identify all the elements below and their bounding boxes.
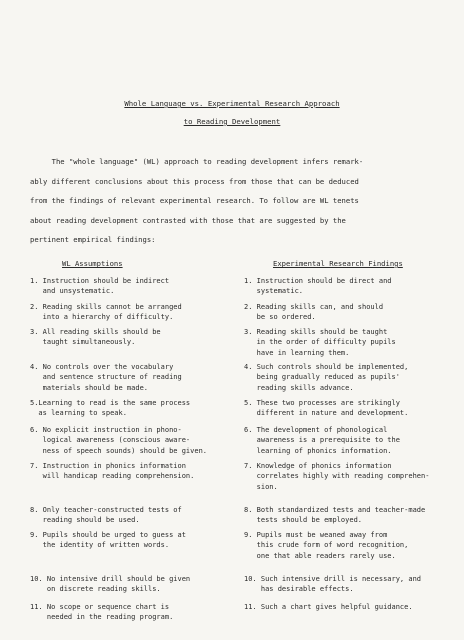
item-line: 2. Reading skills cannot be arranged bbox=[30, 303, 182, 311]
research-finding-item bbox=[244, 602, 464, 612]
item-line: 9. Pupils should be urged to guess at bbox=[30, 531, 186, 539]
item-line: logical awareness (conscious aware- bbox=[30, 436, 191, 445]
wl-assumption-item bbox=[30, 461, 245, 482]
wl-assumption-item bbox=[30, 425, 245, 456]
intro-line: pertinent empirical findings: bbox=[30, 235, 156, 245]
item-line: ness of speech sounds) should be given. bbox=[30, 446, 208, 455]
intro-line: The "whole language" (WL) approach to reading development infers remark- bbox=[30, 157, 364, 166]
item-line: 10. Such intensive drill is necessary, and bbox=[244, 575, 422, 583]
item-line: materials should be made. bbox=[30, 383, 149, 392]
item-line: tests should be employed. bbox=[244, 516, 363, 525]
research-finding-item bbox=[244, 398, 464, 419]
item-line: being gradually reduced as pupils' bbox=[244, 373, 400, 382]
item-line: 6. The development of phonological bbox=[244, 426, 388, 434]
item-line: 4. No controls over the vocabulary bbox=[30, 363, 174, 371]
item-line: reading should be used. bbox=[30, 516, 140, 525]
wl-assumptions-heading: WL Assumptions bbox=[62, 259, 123, 268]
item-line: 1. Instruction should be indirect bbox=[30, 277, 170, 285]
wl-assumption-item bbox=[30, 398, 245, 419]
item-line: have in learning them. bbox=[244, 348, 350, 357]
item-line: 5.Learning to read is the same process bbox=[30, 399, 191, 407]
item-line: 8. Both standardized tests and teacher-made bbox=[244, 506, 426, 514]
research-finding-item bbox=[244, 327, 464, 358]
item-line: will handicap reading comprehension. bbox=[30, 472, 195, 481]
item-line: 7. Instruction in phonics information bbox=[30, 462, 186, 470]
item-line: be so ordered. bbox=[244, 313, 316, 322]
item-line: correlates highly with reading comprehen- bbox=[244, 472, 430, 481]
item-line: 10. No intensive drill should be given bbox=[30, 575, 191, 583]
item-line: 2. Reading skills can, and should bbox=[244, 303, 384, 311]
item-line: 11. No scope or sequence chart is bbox=[30, 603, 170, 611]
item-line: this crude form of word recognition, bbox=[244, 541, 409, 550]
item-line: 11. Such a chart gives helpful guidance. bbox=[244, 603, 413, 611]
research-finding-item bbox=[244, 302, 464, 323]
item-line: 4. Such controls should be implemented, bbox=[244, 363, 409, 371]
item-line: 5. These two processes are strikingly bbox=[244, 399, 400, 407]
item-line: learning of phonics information. bbox=[244, 446, 392, 455]
item-line: 1. Instruction should be direct and bbox=[244, 277, 392, 285]
wl-assumption-item bbox=[30, 327, 245, 348]
item-line: reading skills advance. bbox=[244, 383, 354, 392]
item-line: 8. Only teacher-constructed tests of bbox=[30, 506, 182, 514]
wl-assumption-item bbox=[30, 530, 245, 551]
research-finding-item bbox=[244, 574, 464, 595]
research-finding-item bbox=[244, 530, 464, 561]
item-line: 7. Knowledge of phonics information bbox=[244, 462, 392, 470]
item-line: and unsystematic. bbox=[30, 287, 115, 296]
item-line: and sentence structure of reading bbox=[30, 373, 182, 382]
wl-assumption-item bbox=[30, 602, 245, 623]
document-subtitle: to Reading Development bbox=[183, 117, 281, 126]
item-line: in the order of difficulty pupils bbox=[244, 338, 396, 347]
research-finding-item bbox=[244, 425, 464, 456]
item-line: awareness is a prerequisite to the bbox=[244, 436, 400, 445]
intro-line: ably different conclusions about this process from those that can be deduced bbox=[30, 176, 359, 186]
wl-assumption-item bbox=[30, 505, 245, 526]
wl-assumption-item bbox=[30, 362, 245, 393]
intro-paragraph bbox=[30, 152, 450, 250]
intro-line: from the findings of relevant experimental research. To follow are WL tenets bbox=[30, 196, 359, 206]
item-line: into a hierarchy of difficulty. bbox=[30, 313, 174, 322]
item-line: the identity of written words. bbox=[30, 541, 170, 550]
item-line: 9. Pupils must be weaned away from bbox=[244, 531, 388, 539]
item-line: taught simultaneously. bbox=[30, 338, 136, 347]
wl-assumption-item bbox=[30, 574, 245, 595]
intro-line: about reading development contrasted with those that are suggested by the bbox=[30, 215, 346, 225]
item-line: sion. bbox=[244, 482, 278, 491]
research-finding-item bbox=[244, 276, 464, 297]
item-line: on discrete reading skills. bbox=[30, 585, 161, 594]
item-line: has desirable effects. bbox=[244, 585, 354, 594]
research-finding-item bbox=[244, 461, 464, 492]
document-title: Whole Language vs. Experimental Research Approach bbox=[124, 99, 340, 108]
item-line: as learning to speak. bbox=[30, 409, 127, 418]
item-line: 3. Reading skills should be taught bbox=[244, 328, 388, 336]
research-findings-heading: Experimental Research Findings bbox=[273, 259, 403, 268]
item-line: needed in the reading program. bbox=[30, 613, 174, 622]
research-finding-item bbox=[244, 362, 464, 393]
wl-assumption-item bbox=[30, 302, 245, 323]
item-line: 6. No explicit instruction in phono- bbox=[30, 426, 182, 434]
wl-assumption-item bbox=[30, 276, 245, 297]
item-line: systematic. bbox=[244, 287, 304, 296]
item-line: 3. All reading skills should be bbox=[30, 328, 161, 336]
research-finding-item bbox=[244, 505, 464, 526]
item-line: one that able readers rarely use. bbox=[244, 551, 396, 560]
item-line: different in nature and development. bbox=[244, 409, 409, 418]
